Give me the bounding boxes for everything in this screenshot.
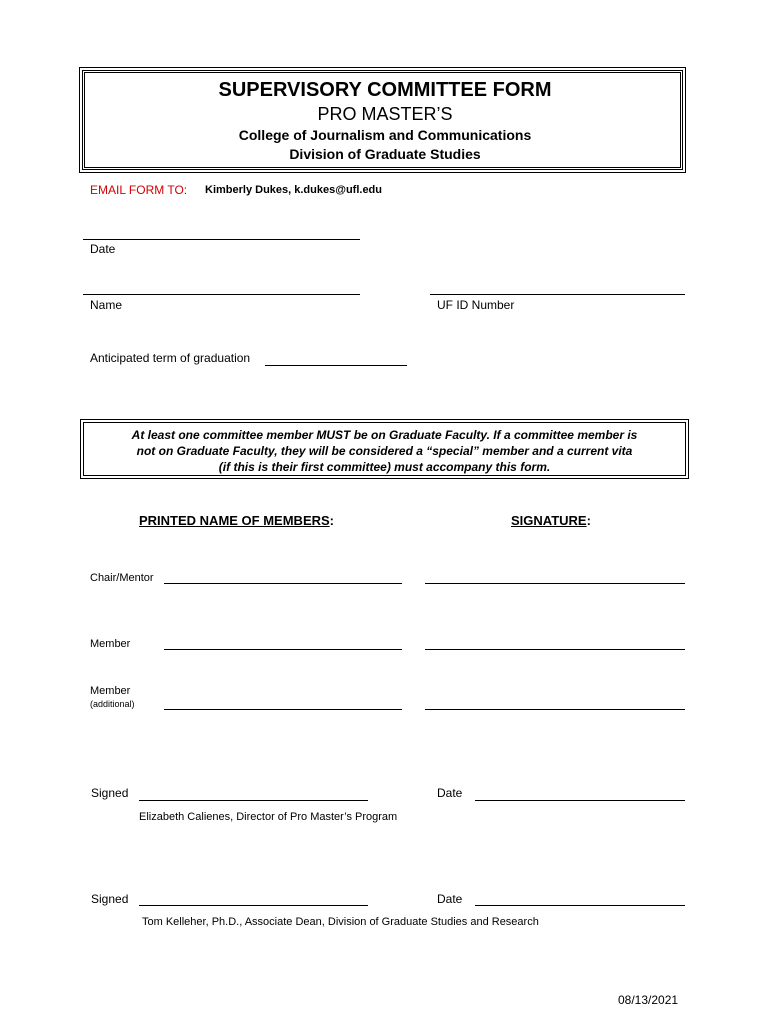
signer1-name: Elizabeth Calienes, Director of Pro Master’s Program — [139, 811, 398, 823]
signed1-label: Signed — [91, 786, 129, 800]
name-label: Name — [90, 298, 123, 312]
form-subtitle: PRO MASTER’S — [317, 104, 453, 124]
member-name-line[interactable] — [164, 649, 402, 650]
date2-label: Date — [437, 892, 463, 906]
chair-label: Chair/Mentor — [90, 572, 154, 584]
printed-name-colon: : — [329, 513, 335, 528]
member2-label: Member — [90, 685, 131, 697]
term-field-line[interactable] — [265, 365, 407, 366]
chair-name-line[interactable] — [164, 583, 402, 584]
college-name: College of Journalism and Communications — [238, 127, 532, 143]
notice-line-3: (if this is their first committee) must accompany this form. — [218, 460, 551, 474]
signature-heading — [511, 513, 591, 528]
ufid-label: UF ID Number — [437, 298, 515, 312]
date1-line[interactable] — [475, 800, 685, 801]
date1-label: Date — [437, 786, 463, 800]
date-field-line[interactable] — [83, 239, 360, 240]
signature-header: SIGNATURE — [511, 513, 587, 528]
form-title: SUPERVISORY COMMITTEE FORM — [218, 79, 552, 101]
signed2-label: Signed — [91, 892, 129, 906]
member2-signature-line[interactable] — [425, 709, 685, 710]
revision-date: 08/13/2021 — [618, 993, 679, 1007]
ufid-field-line[interactable] — [430, 294, 685, 295]
notice-text — [83, 427, 686, 475]
email-label: EMAIL FORM TO: — [90, 183, 188, 197]
printed-name-header: PRINTED NAME OF MEMBERS — [139, 513, 330, 528]
additional-label: (additional) — [90, 699, 135, 709]
date2-line[interactable] — [475, 905, 685, 906]
signed1-line[interactable] — [139, 800, 368, 801]
term-label: Anticipated term of graduation — [90, 351, 251, 365]
printed-name-heading — [139, 513, 334, 528]
member2-name-line[interactable] — [164, 709, 402, 710]
name-field-line[interactable] — [83, 294, 360, 295]
email-recipient: Kimberly Dukes, k.dukes@ufl.edu — [205, 184, 382, 196]
signed2-line[interactable] — [139, 905, 368, 906]
date-label: Date — [90, 242, 116, 256]
division-name: Division of Graduate Studies — [289, 146, 481, 162]
notice-line-2: not on Graduate Faculty, they will be considered a “special” member and a current vita — [136, 444, 633, 458]
member-signature-line[interactable] — [425, 649, 685, 650]
signature-colon: : — [586, 513, 591, 528]
notice-line-1: At least one committee member MUST be on Graduate Faculty. If a committee member is — [131, 428, 638, 442]
member-label: Member — [90, 638, 131, 650]
chair-signature-line[interactable] — [425, 583, 685, 584]
signer2-name: Tom Kelleher, Ph.D., Associate Dean, Division of Graduate Studies and Research — [142, 916, 539, 928]
